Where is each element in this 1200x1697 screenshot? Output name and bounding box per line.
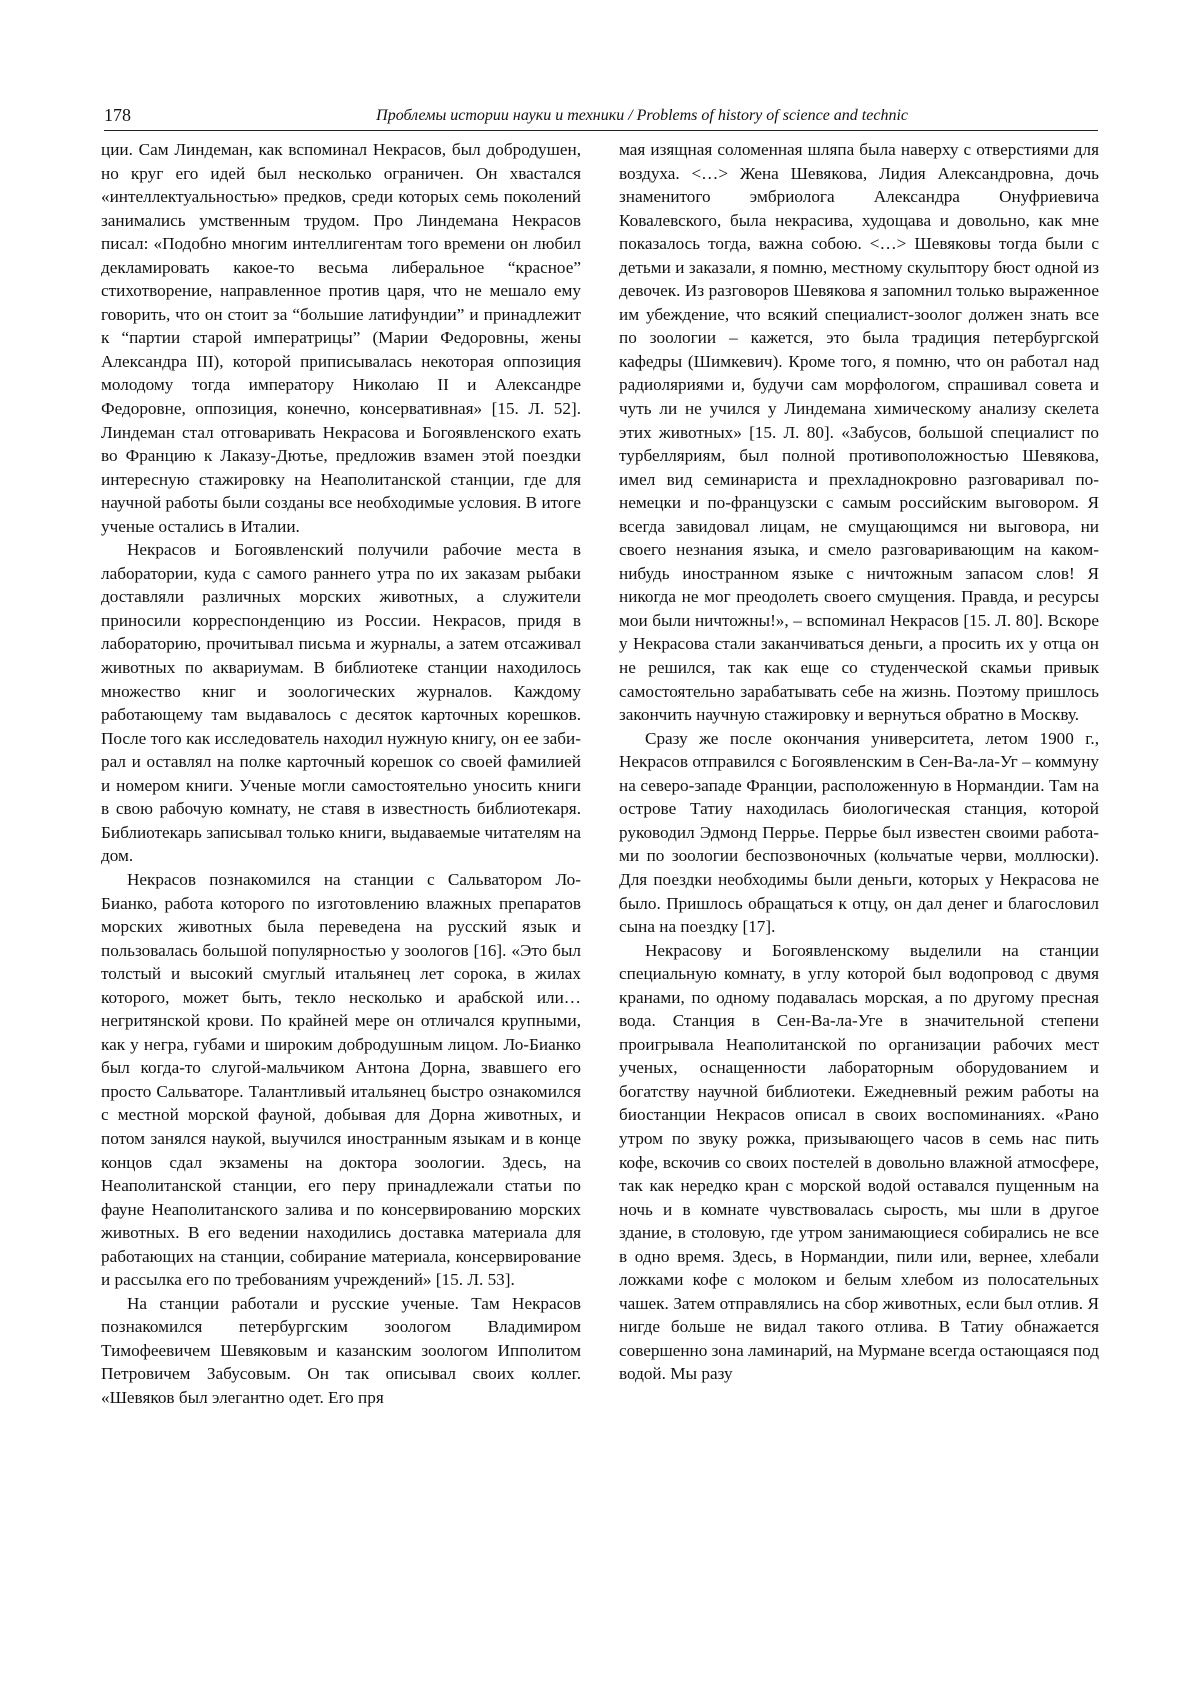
- paragraph: На станции работали и русские ученые. Там Некрасов познакомился петербургским зоологом Владимиром Тимофеевичем Шевяковым и казанским зоологом Ипполитом Петровичем Забусовым. Он так описывал своих коллег. «Шевяков был элегантно одет. Его пря: [101, 1293, 581, 1407]
- running-header: [104, 104, 1098, 131]
- paragraph: Сразу же после окончания университета, летом 1900 г., Некрасов отправился с Богоявленским в Сен-Ва-ла-Уг – коммуну на северо-западе Франции, расположенную в Нормандии. Там на острове Татиу находилась биологическая станция, которой руководил Эдмонд Перрье. Перрье был известен своими работами по зоологии беспозвоночных (кольчатые черви, моллюски). Для поездки необходимы были деньги, которых у Некрасова не было. Пришлось обращаться к отцу, он дал денег и благословил сына на поездку [17].: [619, 728, 1099, 937]
- paragraph: Некрасов познакомился на станции с Сальватором Ло-Бианко, работа которого по изготовлению влажных препаратов морских животных была переведена на русский язык и пользовалась большой популярностью у зоологов [16]. «Это был толстый и высокий смуглый итальянец лет сорока, в жилах которого, может быть, текло несколько и арабской или… негритянской крови. По крайней мере он отличался крупными, как у негра, губами и широким добродушным лицом. Ло-Бианко был когда-то слугой-мальчиком Антона Дорна, звавшего его просто Сальваторе. Талантливый итальянец быстро ознакомился с местной морской фауной, добывая для Дорна животных, и потом занялся наукой, выучился иностранным языкам и в конце концов сдал экзамены на доктора зоологии. Здесь, на Неаполитанской станции, его перу принадлежали статьи по фауне Неаполитанского залива и по консервированию морских животных. В его ведении находились доставка материала для работающих на станции, собирание материала, консервирование и рассылка его по требованиям учреждений» [15. Л. 53].: [101, 869, 581, 1290]
- page-number: 178: [104, 105, 131, 125]
- running-title: Проблемы истории науки и техники / Problems of history of science and technic: [376, 107, 908, 124]
- paragraph: мая изящная соломенная шляпа была наверху с отверстиями для воздуха. <…> Жена Шевякова, Лидия Александровна, дочь знаменитого эмбриолога Александра Онуфриевича Ковалевского, была некрасива, худощава и довольно, как мне показалось тогда, важна собою. <…> Шевяковы тогда были с детьми и заказали, я помню, местному скульптору бюст одной из девочек. Из разговоров Шевякова я запомнил только выраженное им убеждение, что всякий специалист-зоолог должен знать все по зоологии – кажется, это была традиция петербургской кафедры (Шимкевич). Кроме того, я помню, что он работал над радиоляриями и, будучи сам морфологом, спрашивал совета и чуть ли не учился у Линдемана химическому анализу скелета этих животных» [15. Л. 80]. «Забусов, большой специалист по турбелляриям, был полной противоположностью Шевякова, имел вид семинариста и прехладнокровно разговаривал по-немецки и по-французски с самым российским выговором. Я всегда завидовал лицам, не смущающимся ни выговора, ни своего незнания языка, и смело разговаривающим на каком-нибудь иностранном языке с ничтожным запасом слов! Я никогда не мог преодолеть своего смущения. Правда, и ресурсы мои были ничтожны!», – вспоминал Некрасов [15. Л. 80]. Вскоре у Некрасова стали заканчиваться деньги, а просить их у отца он не решился, так как еще со студенческой скамьи привык самостоятельно зарабатывать себе на жизнь. Поэтому пришлось закончить научную стажировку и вернуться обратно в Москву.: [619, 140, 1099, 725]
- paragraph: Некрасову и Богоявленскому выделили на станции специальную комнату, в углу которой был водопровод с двумя кранами, по одному подавалась морская, а по другому пресная вода. Станция в Сен-Ва-ла-Уге в значительной степени проигрывала Неаполитанской по организации рабочих мест ученых, оснащенности лабораторным оборудованием и богатству научной библиотеки. Ежедневный режим работы на биостанции Некрасов описал в своих воспоминаниях. «Рано утром по звуку рожка, призывающего часов в семь нас пить кофе, вскочив со своих постелей в довольно влажной атмосфере, так как нередко кран с морской водой оставался пущенным на ночь и в комнате чувствовалась сырость, мы шли в другое здание, в столовую, где утром занимающиеся собирались не все в одно время. Здесь, в Нормандии, пили или, вернее, хлебали ложками кофе с молоком и белым хлебом из полосательных чашек. Затем отправлялись на сбор животных, если был отлив. Я нигде больше не видал такого отлива. В Татиу обнажается совершенно зона ламинарий, на Мурмане всегда остающаяся под водой. Мы разу: [619, 940, 1099, 1384]
- left-column: [101, 138, 581, 1410]
- right-column: [619, 138, 1099, 1386]
- paragraph: ции. Сам Линдеман, как вспоминал Некрасов, был добродушен, но круг его идей был несколько ограничен. Он хвастался «интеллектуальностью» предков, среди которых семь поколений занимались умственным трудом. Про Линдемана Некрасов писал: «Подобно многим интеллигентам того времени он любил декламировать какое-то весьма либеральное “красное” стихотворение, направленное против царя, что не мешало ему говорить, что он стоит за “большие латифундии” и принадлежит к “партии старой императрицы” (Марии Федоровны, жены Александра III), которой приписывалась некоторая оппозиция молодому тогда императору Николаю II и Александре Федоровне, оппозиция, конечно, консервативная» [15. Л. 52]. Линдеман стал отговаривать Некрасова и Богоявленского ехать во Францию к Лаказу-Дютье, предложив взамен этой поездки интересную стажировку на Неаполитанской станции, где для научной работы были созданы все необходимые условия. В итоге ученые остались в Италии.: [101, 140, 581, 536]
- paragraph: Некрасов и Богоявленский получили рабочие места в лаборатории, куда с самого раннего утра по их заказам рыбаки доставляли различных морских животных, а служители приносили корреспонденцию из России. Некрасов, придя в лабораторию, прочитывал письма и журналы, а затем отсаживал животных по аквариумам. В библиотеке станции находилось множество книг и зоологических журналов. Каждому работающему там выдавалось с десяток карточных корешков. После того как исследователь находил нужную книгу, он ее забирал и оставлял на полке карточный корешок со своей фамилией и номером книги. Ученые могли самостоятельно уносить книги в свою рабочую комнату, не ставя в известность библиотекаря. Библиотекарь записывал только книги, выдаваемые читателям на дом.: [101, 540, 581, 866]
